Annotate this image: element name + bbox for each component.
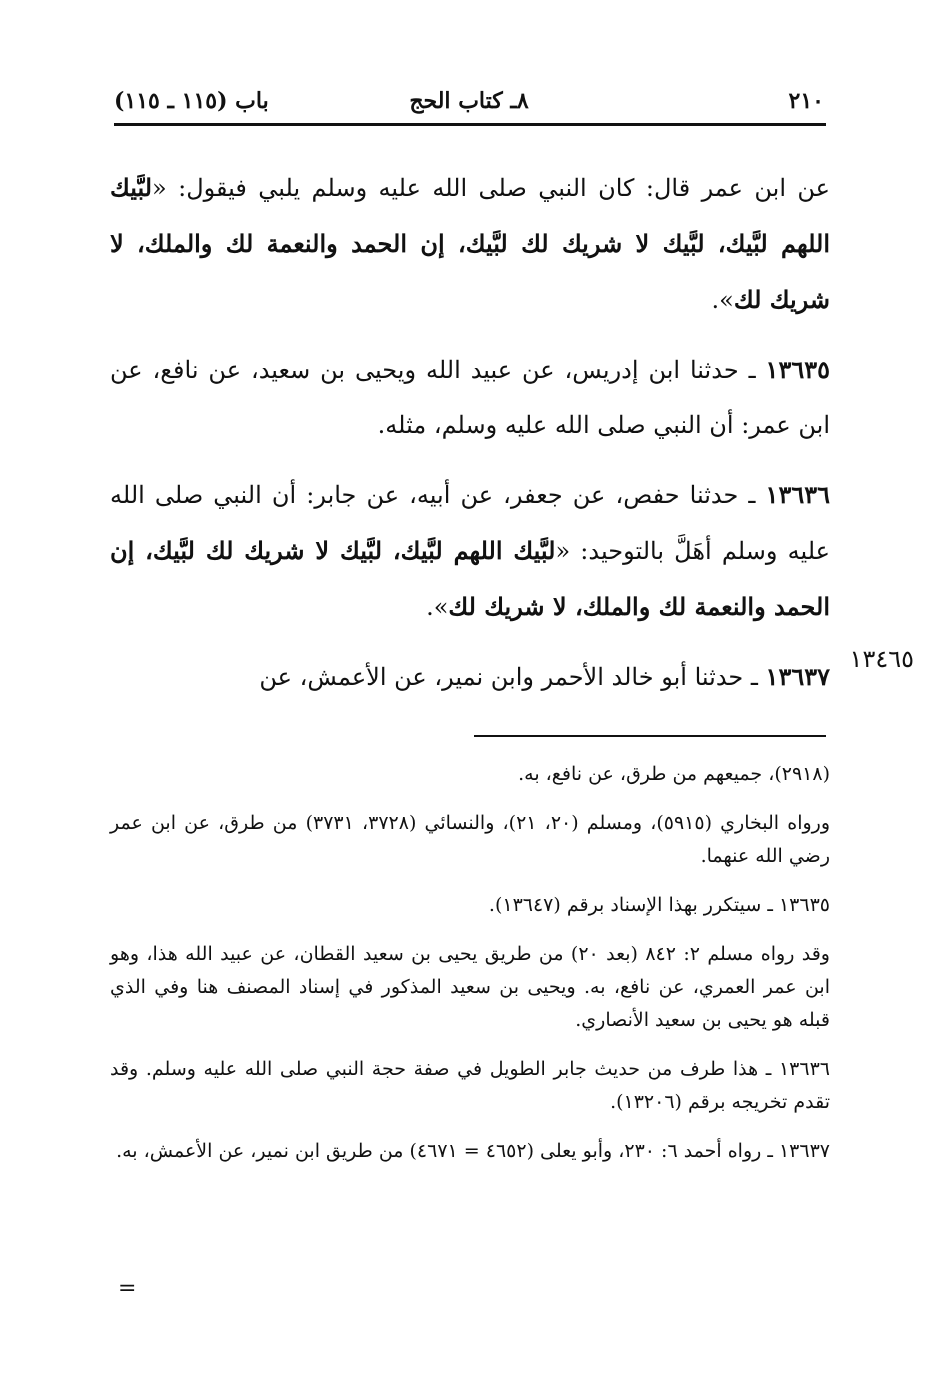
chapter-title: ٨ـ كتاب الحج bbox=[409, 88, 529, 114]
hadith-paragraph bbox=[110, 467, 830, 635]
talbiyah-text: لبَّيك اللهم لبَّيك، لبَّيك لا شريك لك لبَّيك، إن الحمد والنعمة لك والملك، لا شريك لك bbox=[110, 536, 830, 621]
hadith-paragraph bbox=[110, 649, 830, 705]
footnote: ورواه البخاري (٥٩١٥)، ومسلم (٢٠، ٢١)، والنسائي (٣٧٢٨، ٣٧٣١) من طرق، عن ابن عمر رضي الله عنهما. bbox=[110, 812, 830, 867]
footnote: وقد رواه مسلم ٢: ٨٤٢ (بعد ٢٠) من طريق يحيى بن سعيد القطان، عن عبيد الله هذا، وهو ابن عمر العمري، عن نافع، به. ويحيى بن سعيد المذكور في إسناد المصنف هنا وفي الذي قبله هو يحيى بن سعيد الأنصاري. bbox=[110, 943, 830, 1031]
hadith-number: ١٣٦٣٧ bbox=[765, 662, 830, 691]
margin-reference-number: ١٣٤٦٥ bbox=[849, 645, 914, 673]
footnote: ١٣٦٣٥ ـ سيتكرر بهذا الإسناد برقم (١٣٦٤٧). bbox=[488, 894, 830, 916]
continuation-mark: = bbox=[118, 1276, 137, 1301]
footnote-separator bbox=[474, 735, 826, 737]
talbiyah-text: لبَّيك اللهم لبَّيك، لبَّيك لا شريك لك لبَّيك، إن الحمد والنعمة لك والملك، لا شريك لك bbox=[110, 173, 830, 314]
main-text bbox=[110, 160, 830, 719]
footnote: (٢٩١٨)، جميعهم من طرق، عن نافع، به. bbox=[518, 763, 830, 785]
hadith-text-end: ». bbox=[426, 593, 449, 621]
hadith-paragraph bbox=[110, 160, 830, 328]
hadith-text-end: ». bbox=[711, 286, 734, 314]
footnotes bbox=[110, 758, 830, 1184]
footnote: ١٣٦٣٧ ـ رواه أحمد ٦: ٢٣٠، وأبو يعلى (٤٦٥٢ = ٤٦٧١) من طريق ابن نمير، عن الأعمش، به. bbox=[116, 1140, 830, 1162]
hadith-text: ـ حدثنا أبو خالد الأحمر وابن نمير، عن الأعمش، عن bbox=[259, 663, 766, 691]
section-range: باب (١١٥ ـ ١١٥) bbox=[114, 88, 269, 114]
hadith-text: ـ حدثنا حفص، عن جعفر، عن أبيه، عن جابر: أن النبي صلى الله عليه وسلم أهَلَّ بالتوحيد: « bbox=[110, 481, 830, 565]
hadith-text: عن ابن عمر قال: كان النبي صلى الله عليه وسلم يلبي فيقول: « bbox=[152, 174, 830, 202]
hadith-number: ١٣٦٣٦ bbox=[765, 480, 830, 509]
hadith-paragraph bbox=[110, 342, 830, 453]
hadith-number: ١٣٦٣٥ bbox=[765, 355, 830, 384]
footnote: ١٣٦٣٦ ـ هذا طرف من حديث جابر الطويل في صفة حجة النبي صلى الله عليه وسلم. وقد تقدم تخريجه برقم (١٣٢٠٦). bbox=[110, 1058, 830, 1113]
page-header bbox=[114, 82, 824, 122]
page-number: ٢١٠ bbox=[788, 88, 824, 114]
hadith-text: ـ حدثنا ابن إدريس، عن عبيد الله ويحيى بن سعيد، عن نافع، عن ابن عمر: أن النبي صلى الله عليه وسلم، مثله. bbox=[110, 356, 830, 439]
header-rule bbox=[114, 123, 826, 126]
